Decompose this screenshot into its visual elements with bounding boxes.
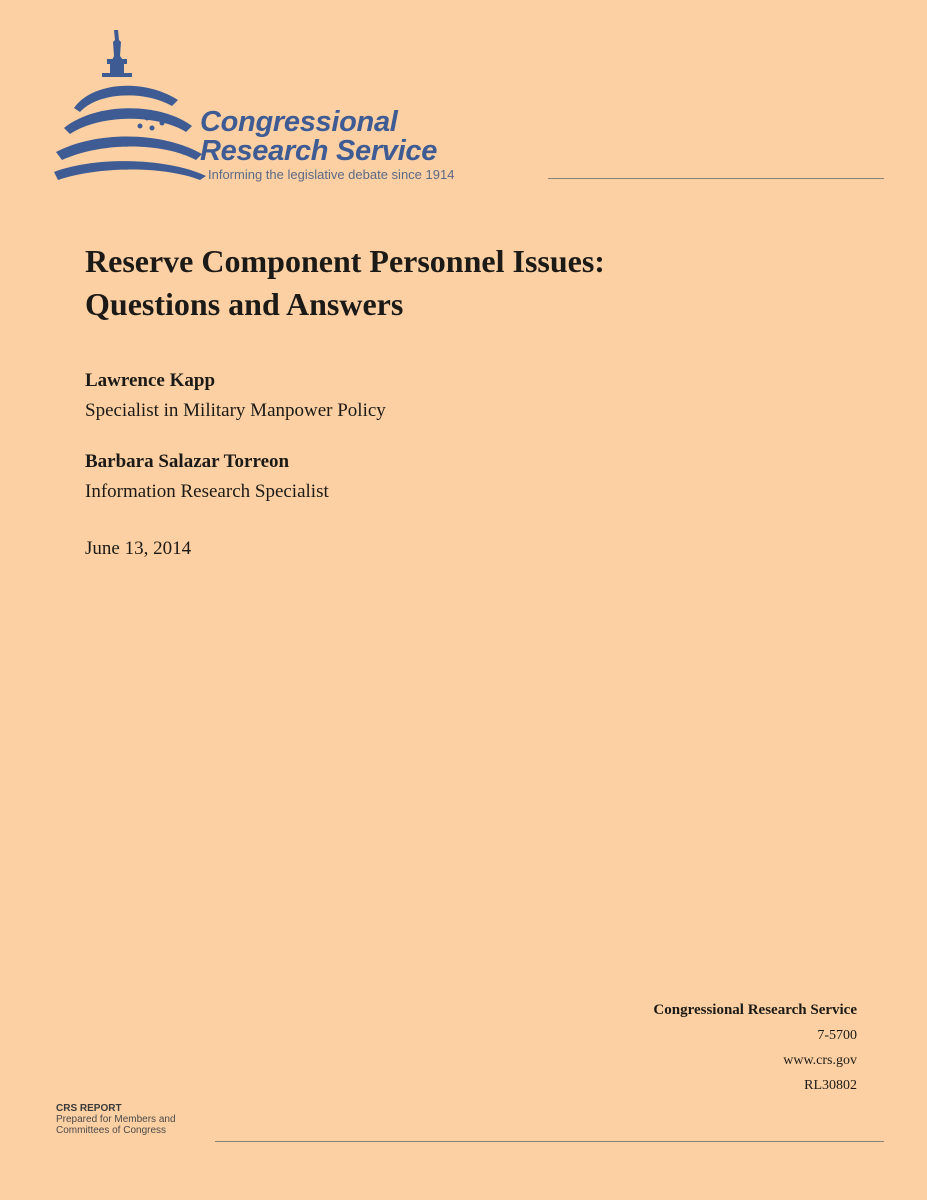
author-name: Barbara Salazar Torreon xyxy=(85,451,290,472)
author-name: Lawrence Kapp xyxy=(85,370,216,391)
title-line-2: Questions and Answers xyxy=(85,286,404,322)
website-link[interactable]: www.crs.gov xyxy=(783,1053,857,1068)
footer-line-2: Committees of Congress xyxy=(56,1125,167,1136)
wordmark-line-2: Research Service xyxy=(200,135,438,167)
tagline: Informing the legislative debate since 1914 xyxy=(208,167,455,182)
footer-divider xyxy=(215,1141,884,1142)
crs-report-footer xyxy=(56,1103,176,1136)
author-role: Specialist in Military Manpower Policy xyxy=(85,400,386,421)
footer-line-1: Prepared for Members and xyxy=(56,1114,176,1125)
report-id: RL30802 xyxy=(804,1078,857,1093)
crs-wordmark xyxy=(200,108,437,166)
report-date: June 13, 2014 xyxy=(85,538,192,559)
capitol-dome-logo-icon xyxy=(52,26,208,186)
author-block xyxy=(85,369,386,423)
title-line-1: Reserve Component Personnel Issues: xyxy=(85,243,605,279)
report-title xyxy=(85,240,605,326)
report-number: 7-5700 xyxy=(817,1028,857,1043)
author-block xyxy=(85,450,329,504)
organization-name: Congressional Research Service xyxy=(653,1002,857,1018)
wordmark-line-1: Congressional xyxy=(200,106,398,138)
author-role: Information Research Specialist xyxy=(85,481,329,502)
footer-label: CRS REPORT xyxy=(56,1103,122,1114)
header-divider xyxy=(548,178,884,179)
report-info-block xyxy=(653,998,857,1098)
